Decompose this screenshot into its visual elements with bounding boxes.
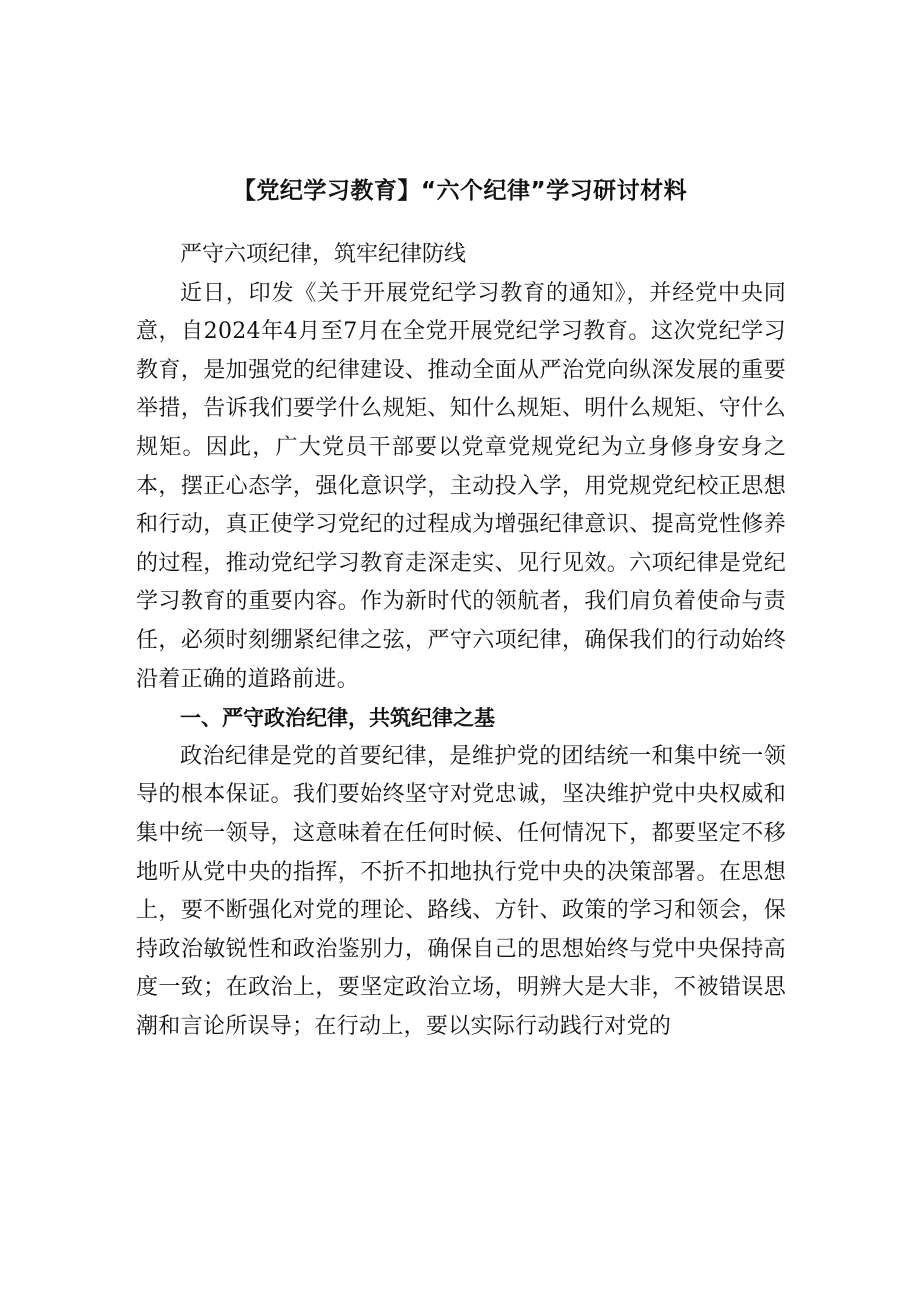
document-body (136, 236, 786, 1046)
section-heading: 一、严守政治纪律，共筑纪律之基 (180, 706, 495, 731)
intro-paragraph: 近日，印发《关于开展党纪学习教育的通知》，并经党中央同意，自2024年4月至7月在全党开展党纪学习教育。这次党纪学习教育，是加强党的纪律建设、推动全面从严治党向纵深发展的重要举措，告诉我们要学什么规矩、知什么规矩、明什么规矩、守什么规矩。因此，广大党员干部要以党章党规党纪为立身修身安身之本，摆正心态学，强化意识学，主动投入学，用党规党纪校正思想和行动，真正使学习党纪的过程成为增强纪律意识、提高党性修养的过程，推动党纪学习教育走深走实、见行见效。六项纪律是党纪学习教育的重要内容。作为新时代的领航者，我们肩负着使命与责任，必须时刻绷紧纪律之弦，严守六项纪律，确保我们的行动始终沿着正确的道路前进。 (136, 280, 786, 692)
document-subtitle: 严守六项纪律，筑牢纪律防线 (180, 242, 467, 267)
section-paragraph: 政治纪律是党的首要纪律，是维护党的团结统一和集中统一领导的根本保证。我们要始终坚守对党忠诚，坚决维护党中央权威和集中统一领导，这意味着在任何时候、任何情况下，都要坚定不移地听从党中央的指挥，不折不扣地执行党中央的决策部署。在思想上，要不断强化对党的理论、路线、方针、政策的学习和领会，保持政治敏锐性和政治鉴别力，确保自己的思想始终与党中央保持高度一致；在政治上，要坚定政治立场，明辨大是大非，不被错误思潮和言论所误导；在行动上，要以实际行动践行对党的 (136, 743, 786, 1039)
document-title: 【党纪学习教育】“六个纪律”学习研讨材料 (232, 178, 688, 204)
